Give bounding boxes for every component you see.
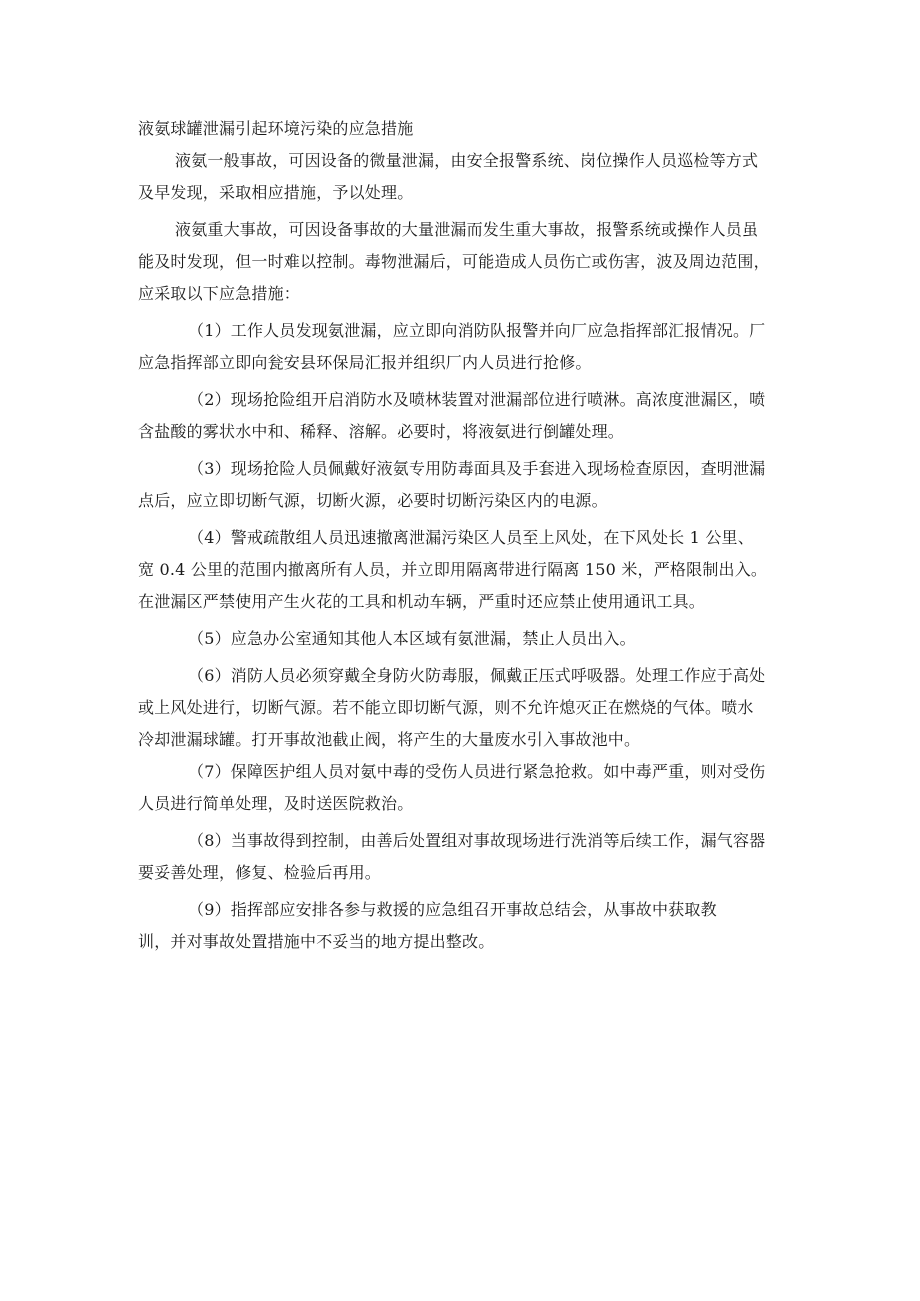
item-line: 含盐酸的雾状水中和、稀释、溶解。必要时，将液氨进行倒罐处理。 [138,422,625,441]
paragraph-line: 液氨重大事故，可因设备事故的大量泄漏而发生重大事故，报警系统或操作人员虽 [175,220,759,239]
item-line: 冷却泄漏球罐。打开事故池截止阀，将产生的大量废水引入事故池中。 [138,730,641,749]
paragraph-line: 能及时发现，但一时难以控制。毒物泄漏后，可能造成人员伤亡或伤害，波及周边范围， [138,252,770,271]
measure-item-7 [138,756,788,820]
item-line: 宽 0.4 公里的范围内撤离所有人员，并立即用隔离带进行隔离 150 米，严格限制出入。 [138,560,768,579]
measure-item-6 [138,660,788,756]
item-line: 点后，应立即切断气源，切断火源，必要时切断污染区内的电源。 [138,491,608,510]
item-line: （7）保障医护组人员对氨中毒的受伤人员进行紧急抢救。如中毒严重，则对受伤 [188,762,766,781]
item-line: 或上风处进行，切断气源。若不能立即切断气源，则不允许熄灭正在燃烧的气体。喷水 [138,698,754,717]
measure-item-3 [138,453,788,517]
measure-item-1 [138,315,788,379]
item-line: 人员进行简单处理，及时送医院救治。 [138,794,414,813]
item-line: 要妥善处理，修复、检验后再用。 [138,863,382,882]
measure-item-5 [138,623,788,655]
paragraph-line: 应采取以下应急措施： [138,284,301,303]
paragraph-line: 液氨一般事故，可因设备的微量泄漏，由安全报警系统、岗位操作人员巡检等方式 [175,151,759,170]
item-line: 应急指挥部立即向瓮安县环保局汇报并组织厂内人员进行抢修。 [138,353,592,372]
item-line: （3）现场抢险人员佩戴好液氨专用防毒面具及手套进入现场检查原因，查明泄漏 [188,459,766,478]
item-line: （6）消防人员必须穿戴全身防火防毒服，佩戴正压式呼吸器。处理工作应于高处 [188,666,766,685]
item-line: 训，并对事故处置措施中不妥当的地方提出整改。 [138,932,495,951]
measure-item-9 [138,894,788,958]
paragraph-major-accident [138,214,788,310]
paragraph-general-accident [138,145,788,209]
item-line: （8）当事故得到控制，由善后处置组对事故现场进行洗消等后续工作，漏气容器 [188,831,766,850]
item-line: （9）指挥部应安排各参与救援的应急组召开事故总结会，从事故中获取教 [188,900,717,919]
measure-item-8 [138,825,788,889]
document-page [138,112,788,963]
item-line: （5）应急办公室通知其他人本区域有氨泄漏，禁止人员出入。 [188,629,636,648]
item-line: （1）工作人员发现氨泄漏，应立即向消防队报警并向厂应急指挥部汇报情况。厂 [188,321,766,340]
item-line: （2）现场抢险组开启消防水及喷林装置对泄漏部位进行喷淋。高浓度泄漏区，喷 [188,390,766,409]
measure-item-4 [138,522,788,618]
item-line: （4）警戒疏散组人员迅速撤离泄漏污染区人员至上风处，在下风处长 1 公里、 [188,528,754,547]
paragraph-line: 及早发现，采取相应措施，予以处理。 [138,183,414,202]
measure-item-2 [138,384,788,448]
document-title: 液氨球罐泄漏引起环境污染的应急措施 [138,119,414,138]
item-line: 在泄漏区严禁使用产生火花的工具和机动车辆，严重时还应禁止使用通讯工具。 [138,592,706,611]
